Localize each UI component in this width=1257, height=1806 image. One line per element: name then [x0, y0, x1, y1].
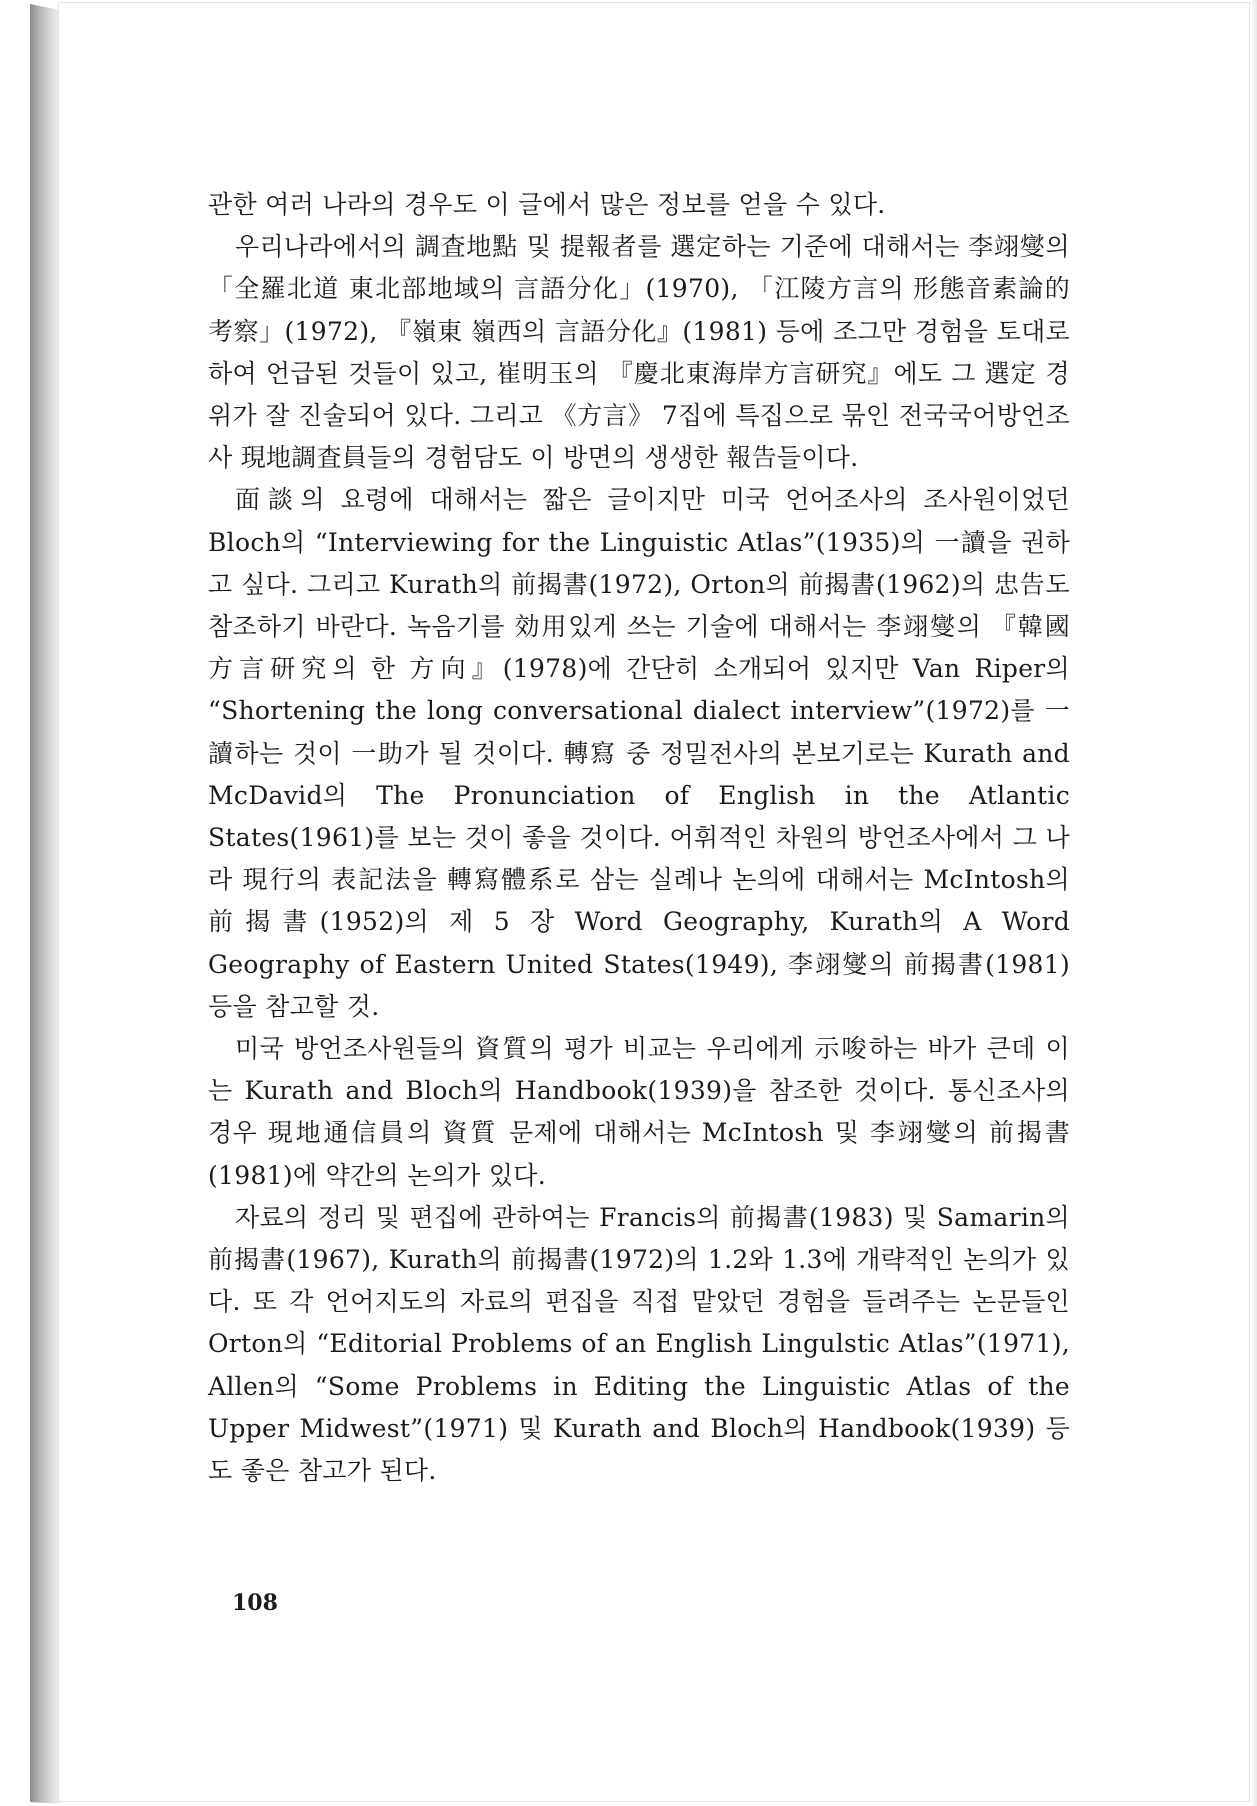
page-number: 108 [232, 1590, 278, 1616]
page-right-shadow [1251, 0, 1257, 1806]
paragraph-fieldworker-qualities: 미국 방언조사원들의 資質의 평가 비교는 우리에게 示唆하는 바가 큰데 이는 Kurath and Bloch의 Handbook(1939)을 참조한 것이다. 통신조사의 경우 現地通信員의 資質 문제에 대해서는 McIntosh 및 李翊燮의 前揭書(1981)에 약간의 논의가 있다. [208, 1034, 1070, 1190]
page-body-text [208, 184, 1070, 1492]
paragraph-data-editing: 자료의 정리 및 편집에 관하여는 Francis의 前揭書(1983) 및 Samarin의 前揭書(1967), Kurath의 前揭書(1972)의 1.2와 1.3에 개략적인 논의가 있다. 또 각 언어지도의 자료의 편집을 직접 맡았던 경험을 들려주는 논문들인 Orton의 “Editorial Problems of an English Lingulstic Atlas”(1971), Allen의 “Some Problems in Editing the Linguistic Atlas of the Upper Midwest”(1971) 및 Kurath and Bloch의 Handbook(1939) 등도 좋은 참고가 된다. [208, 1202, 1070, 1486]
paragraph-survey-points: 우리나라에서의 調査地點 및 提報者를 選定하는 기준에 대해서는 李翊燮의 「全羅北道 東北部地域의 言語分化」(1970), 「江陵方言의 形態音素論的 考察」(1972), 『嶺東 嶺西의 言語分化』(1981) 등에 조그만 경험을 토대로 하여 언급된 것들이 있고, 崔明玉의 『慶北東海岸方言研究』에도 그 選定 경위가 잘 진술되어 있다. 그리고 《方言》 7집에 특집으로 묶인 전국국어방언조사 現地調査員들의 경험담도 이 방면의 생생한 報告들이다. [208, 232, 1070, 473]
book-spine-edge [30, 4, 60, 1804]
paragraph-continuation: 관한 여러 나라의 경우도 이 글에서 많은 정보를 얻을 수 있다. [208, 190, 886, 219]
paragraph-interview: 面談의 요령에 대해서는 짧은 글이지만 미국 언어조사의 조사원이었던 Bloch의 “Interviewing for the Linguistic Atlas”(1935)의 一讀을 권하고 싶다. 그리고 Kurath의 前揭書(1972), Orton의 前揭書(1962)의 忠告도 참조하기 바란다. 녹음기를 効用있게 쓰는 기술에 대해서는 李翊燮의 『韓國方言研究의 한 方向』(1978)에 간단히 소개되어 있지만 Van Riper의 “Shortening the long conversational dialect interview”(1972)를 一讀하는 것이 一助가 될 것이다. 轉寫 중 정밀전사의 본보기로는 Kurath and McDavid의 The Pronunciation of English in the Atlantic States(1961)를 보는 것이 좋을 것이다. 어휘적인 차원의 방언조사에서 그 나라 現行의 表記法을 轉寫體系로 삼는 실례나 논의에 대해서는 McIntosh의 前揭書(1952)의 제 5 장 Word Geography, Kurath의 A Word Geography of Eastern United States(1949), 李翊燮의 前揭書(1981) 등을 참고할 것. [208, 485, 1070, 1021]
